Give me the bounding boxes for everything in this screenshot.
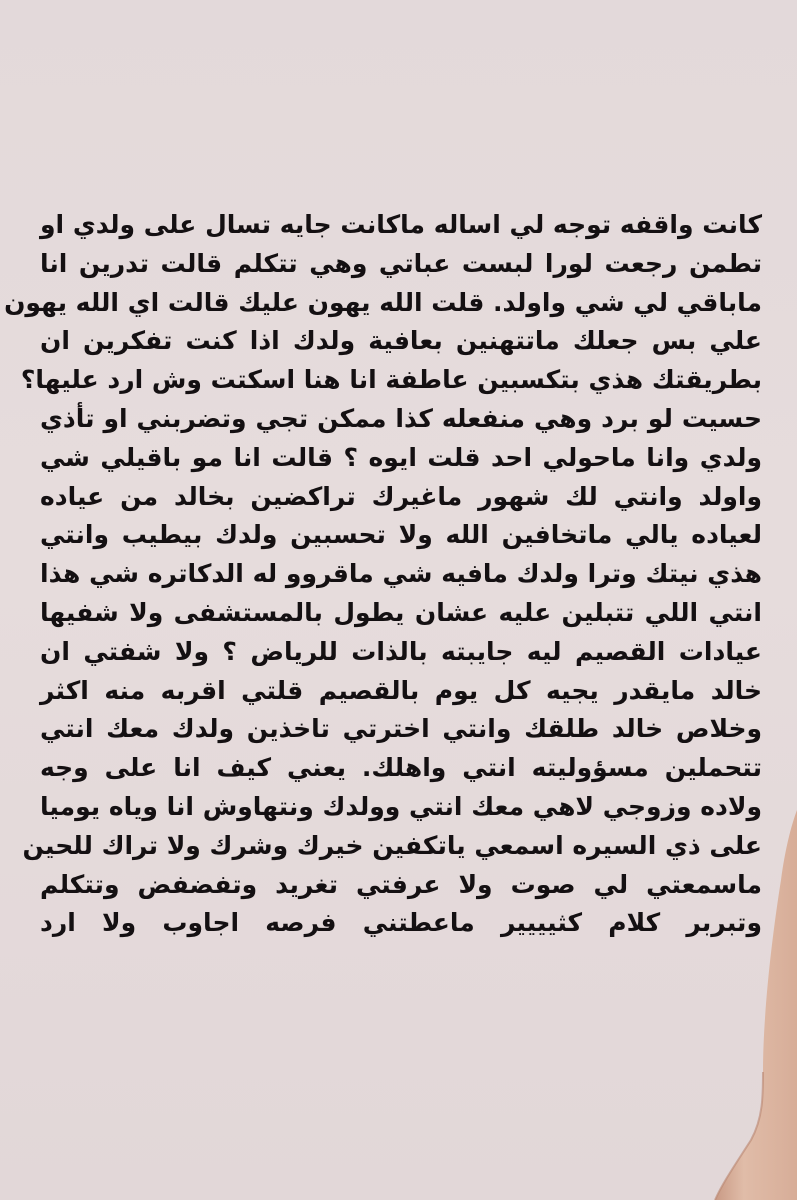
story-line: هذي نيتك وترا ولدك مافيه شي ماقروو له الدكاتره شي هذا [40, 559, 762, 589]
story-line: تطمن رجعت لورا لبست عباتي وهي تتكلم قالت تدرين انا [40, 248, 762, 278]
story-line: عيادات القصيم ليه جايبته بالذات للرياض ؟ ولا شفتي ان [40, 636, 762, 666]
story-line: بطريقتك هذي بتكسبين عاطفة انا هنا اسكتت وش ارد عليها؟ [20, 365, 762, 395]
story-line: لعياده يالي ماتخافين الله ولا تحسبين ولدك بيطيب وانتي [40, 520, 762, 550]
arm-image [677, 810, 797, 1200]
story-line: وتبربر كلام كثيييير ماعطتني فرصه اجاوب ولا ارد [40, 908, 762, 938]
story-line: ولدي وانا ماحولي احد قلت ايوه ؟ قالت انا مو باقيلي شي [40, 442, 762, 472]
story-line: خالد مايقدر يجيه كل يوم بالقصيم قلتي اقربه منه اكثر [40, 675, 762, 705]
story-line: حسيت لو برد وهي منفعله كذا ممكن تجي وتضربني او تأذي [40, 403, 762, 433]
story-line: وخلاص خالد طلقك وانتي اخترتي تاخذين ولدك معك انتي [40, 714, 762, 744]
story-line: تتحملين مسؤوليته انتي واهلك. يعني كيف انا على وجه [40, 753, 762, 783]
story-line: كانت واقفه توجه لي اساله ماكانت جايه تسال على ولدي او [40, 210, 762, 239]
story-line: واولد وانتي لك شهور ماغيرك تراكضين بخالد من عياده [40, 481, 762, 511]
story-line: ولاده وزوجي لاهي معك انتي وولدك ونتهاوش انا وياه يوميا [40, 791, 762, 821]
story-line: ماسمعتي لي صوت ولا عرفتي تغريد وتفضفض وتتكلم [40, 869, 762, 899]
story-line: علي بس جعلك ماتتهنين بعافية ولدك اذا كنت تفكرين ان [40, 326, 762, 356]
story-line: على ذي السيره اسمعي ياتكفين خيرك وشرك ولا تراك للحين [22, 830, 762, 860]
story-line: انتي اللي تتبلين عليه عشان يطول بالمستشفى ولا شفيها [40, 597, 762, 627]
story-line: ماباقي لي شي واولد. قلت الله يهون عليك قالت اي الله يهون [4, 287, 762, 317]
story-text [4, 206, 762, 943]
